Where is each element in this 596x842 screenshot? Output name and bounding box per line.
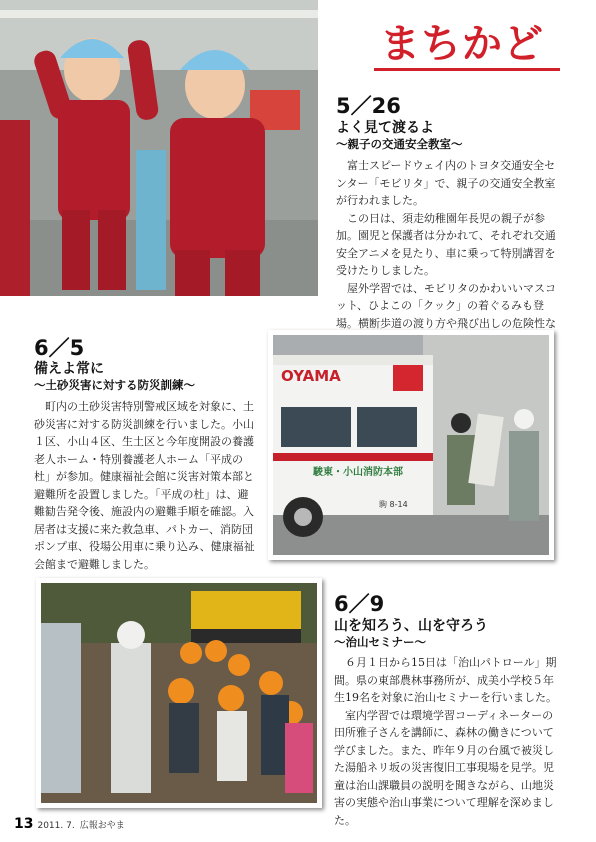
article-date: 6／5 (34, 336, 85, 360)
article-paragraph: 室内学習では環境学習コーディネーターの田所雅子さんを講師に、森林の働きについて学びました。また、昨年９月の台風で被災した湯船ネリ坂の災害復旧工事現場を見学。児童は治山課職員の説明を聞きながら、山地災害の実態や治山事業について理解を深めました。 (334, 708, 554, 827)
article-body (34, 398, 258, 573)
ambulance-plate: 駒 8-14 (379, 500, 408, 509)
article-date: 5／26 (336, 94, 401, 118)
photo-forest-seminar (36, 578, 322, 808)
article-paragraph: ６月１日から15日は「治山パトロール」期間。県の東部農林事務所が、成美小学校５年生19名を対象に治山セミナーを行いました。 (334, 656, 557, 704)
article-paragraph: 屋外学習では、モビリタのかわいいマスコット、ひよこの「クック」の着ぐるみも登場。横断歩道の渡り方や飛び出しの危険性な (336, 281, 556, 330)
article-title: よく見て渡るよ (336, 120, 434, 136)
article-paragraph: 町内の土砂災害特別警戒区域を対象に、土砂災害に対する防災訓練を行いました。小山１区、小山４区、生土区と今年度開設の養護老人ホーム・特別養護老人ホーム「平成の杜」が参加。健康福祉会館に災害対策本部と避難所を設置しました。「平成の杜」は、避難勧告発令後、施設内の避難手順を確認。入居者は支援に来た救急車、パトカー、消防団ポンプ車、役場公用車に乗り込み、健康福祉会館まで避難しました。 (34, 400, 255, 571)
page-footer (14, 816, 125, 832)
article-body (334, 654, 560, 829)
article-title: 山を知ろう、山を守ろう (334, 618, 488, 634)
publication-name: 広報おやま (79, 821, 125, 831)
ambulance-brand: OYAMA (281, 367, 341, 385)
article-subtitle: 〜治山セミナー〜 (334, 635, 426, 649)
article-subtitle: 〜土砂災害に対する防災訓練〜 (34, 378, 195, 392)
photo-children-crossing (0, 0, 318, 296)
ambulance-side-label: 駿東・小山消防本部 (313, 467, 403, 478)
section-title: まちかど (380, 21, 544, 67)
article-paragraph: 富士スピードウェイ内のトヨタ交通安全センター「モビリタ」で、親子の交通安全教室が行われました。 (336, 159, 556, 207)
article-subtitle: 〜親子の交通安全教室〜 (336, 137, 463, 151)
issue-date: 2011. 7. (37, 821, 75, 831)
masthead-divider (374, 68, 560, 71)
article-date: 6／9 (334, 592, 385, 616)
article-title: 備えよ常に (34, 361, 104, 377)
article-paragraph: この日は、須走幼稚園年長児の親子が参加。園児と保護者は分かれて、それぞれ交通安全アニメを見たり、車に乗って特別講習を受けたりしました。 (336, 211, 556, 277)
page-number: 13 (14, 816, 34, 832)
photo-evacuation-drill (268, 330, 554, 560)
